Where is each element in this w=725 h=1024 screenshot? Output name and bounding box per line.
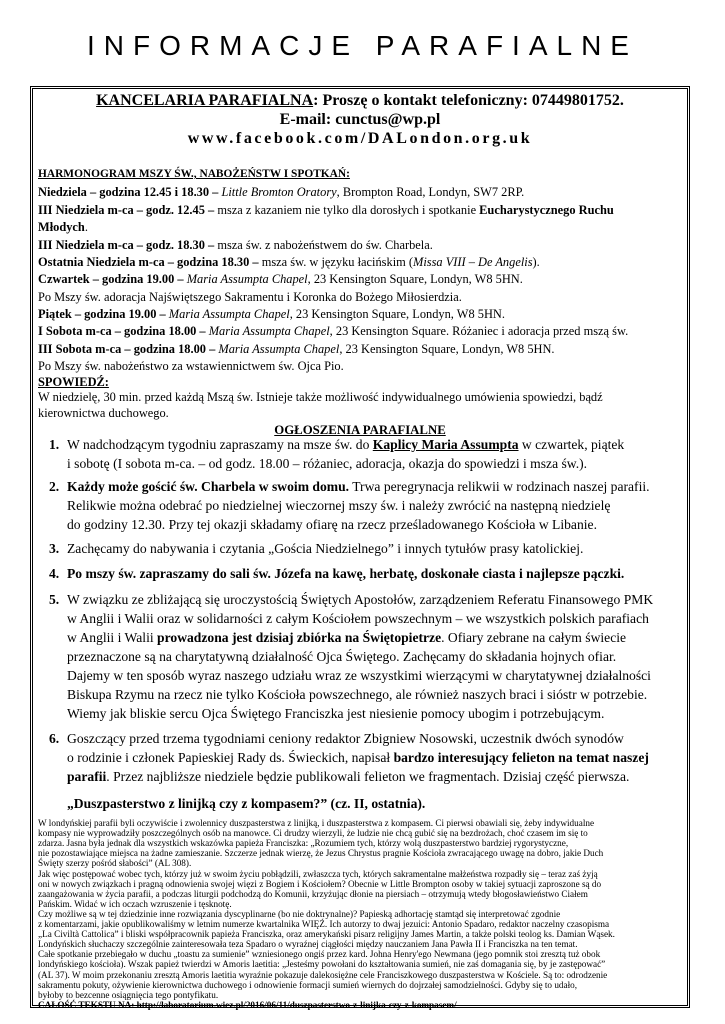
announcement-number: 1.	[49, 437, 60, 452]
announcement-5-line5: Dajemy w ten sposób wyraz naszego udziału wraz ze wszystkimi wierzącymi w charytatywnej działalności	[67, 668, 651, 683]
schedule-line-last-sunday	[38, 254, 540, 271]
schedule-time: I Sobota m-ca – godzina 18.00 –	[38, 324, 209, 338]
announcement-1-line2: i sobotę (I sobota m-ca. – od godz. 18.00 – różaniec, adoracja, okazja do spowiedzi i msza św.).	[67, 456, 588, 471]
schedule-group: Eucharystycznego Ruchu	[479, 203, 614, 217]
article-line: Czy możliwe są w tej dziedzinie inne rozwiązania dyscyplinarne (bo nie doktrynalne)? Papieską adhortację stamtąd się interpretować zgodnie	[38, 908, 561, 919]
announcement-5-line1: W związku ze zbliżającą się uroczystością Świętych Apostołów, zarządzeniem Referatu Finansowego PMK	[67, 592, 654, 607]
schedule-address: , Brompton Road, Londyn, SW7 2RP.	[336, 185, 525, 199]
announcement-3: Zachęcamy do nabywania i czytania „Gościa Niedzielnego” i innych tytułów prasy katolickiej.	[67, 541, 584, 556]
schedule-time: Niedziela – godzina 12.45 i 18.30 –	[38, 185, 222, 199]
schedule-heading: HARMONOGRAM MSZY ŚW., NABOŻEŃSTW I SPOTKAŃ:	[38, 168, 350, 180]
schedule-place: Maria Assumpta Chapel	[186, 272, 308, 286]
schedule-address: , 23 Kensington Square, Londyn, W8 5HN.	[339, 342, 555, 356]
article-line: z komentarzami, jakie opublikowaliśmy w letnim numerze kwartalnika WIĘŹ. Ich autorzy to dwaj jezuici: Antonio Spadaro, redaktor naczelny czasopisma	[38, 919, 610, 929]
announcement-text: Trwa peregrynacja relikwii w rodzinach naszej parafii.	[349, 479, 650, 494]
schedule-desc: msza św. z nabożeństwem do św. Charbela.	[217, 238, 433, 252]
schedule-line-third-sunday-evening	[38, 237, 433, 254]
article-source-link[interactable]: CAŁOŚĆ TEKSTU NA: http://laboratorium.wiez.pl/2016/06/11/duszpasterstwo-z-linijka-czy-z-kompasem/	[38, 1000, 457, 1010]
article-title: „Duszpasterstwo z linijką czy z kompasem?” (cz. II, ostatnia).	[67, 796, 426, 811]
schedule-place: Little Bromton Oratory	[221, 185, 337, 199]
schedule-line-thursday	[38, 271, 523, 288]
schedule-time: III Niedziela m-ca – godz. 18.30 –	[38, 238, 218, 252]
announcement-lead: Każdy może gościć św. Charbela w swoim domu.	[67, 479, 350, 494]
announcement-number: 6.	[49, 731, 60, 746]
announcement-6-line2	[67, 750, 649, 766]
announcement-2-line1	[67, 479, 650, 495]
article-line: Całe spotkanie przebiegało w duchu „toastu za sumienie” wzniesionego ongiś przez kard. Johna Henry'ego Newmana (jego pomnik stoi zresztą tuż obok	[38, 949, 601, 960]
schedule-line-third-saturday-note: Po Mszy św. nabożeństwo za wstawiennictwem św. Ojca Pio.	[38, 359, 344, 373]
schedule-group: Młodych	[38, 220, 85, 234]
schedule-time: Ostatnia Niedziela m-ca – godzina 18.30 –	[38, 255, 262, 269]
article-line: zdarza. Jasna była jednak dla wszystkich wskazówka papieża Franciszka: „Rozumiem tych, którzy wolą duszpasterstwo bardziej rygorystyczne,	[38, 838, 569, 849]
schedule-place: Maria Assumpta Chapel	[208, 324, 330, 338]
article-line: zaangażowania w życia parafii, a podczas liturgii podchodzą do Komunii, krzyżując dłonie na piersiach – otrzymują wtedy błogosławieństwo Ciałem	[38, 888, 588, 899]
email-line: E-mail: cunctus@wp.pl	[279, 111, 441, 128]
page-title: INFORMACJE PARAFIALNE	[87, 30, 638, 61]
article-line: „La Civiltà Cattolica” i bliski współpracownik papieża Franciszka, oraz amerykański pisarz religijny James Martin, a także polski teolog ks. Damian Wąsek.	[38, 929, 615, 940]
article-line: nie pozostawiające miejsca na żadne zamieszanie. Szczerze jednak wierzę, że Jezus Chrystus pragnie Kościoła zwracającego uwagę na dobro, jakie Duch	[38, 848, 604, 859]
collection-highlight: prowadzona jest dzisiaj zbiórka na Świętopietrze	[157, 630, 442, 645]
announcement-text: o rodzinie i członek Papieskiej Rady ds. Świeckich, napisał	[67, 750, 394, 765]
schedule-place: Maria Assumpta Chapel	[218, 342, 340, 356]
announcement-5-line7: Wiemy jak bliskie sercu Ojca Świętego Franciszka jest niesienie pomocy ubogim i potrzebującym.	[67, 706, 605, 721]
confession-text-line1: W niedzielę, 30 min. przed każdą Mszą św. Istnieje także możliwość indywidualnego umówienia spowiedzi, bądź	[38, 390, 603, 404]
schedule-place: Maria Assumpta Chapel	[168, 307, 290, 321]
announcement-5-line3	[67, 630, 626, 646]
office-phone: : Proszę o kontakt telefoniczny: 07449801752.	[313, 92, 624, 109]
schedule-time: Piątek – godzina 19.00 –	[38, 307, 169, 321]
article-line: oni w nowych związkach i pragną odnowienia swojej więzi z Bogiem i Kościołem? Obecnie w Little Brompton osoby w takiej sytuacji zaproszone są do	[38, 878, 602, 889]
announcement-text: . Przez najbliższe niedziele będzie publikowali felieton we fragmentach. Dzisiaj część pierwsza.	[106, 769, 630, 784]
schedule-line-friday	[38, 306, 505, 323]
website-line: www.facebook.com/DALondon.org.uk	[187, 130, 533, 147]
article-line: Pańskim. Widać w ich oczach wzruszenie i tęsknotę.	[38, 898, 232, 909]
schedule-time: III Sobota m-ca – godzina 18.00 –	[38, 342, 219, 356]
office-label: KANCELARIA PARAFIALNA	[96, 92, 314, 109]
schedule-line-first-saturday	[38, 323, 628, 340]
announcement-4: Po mszy św. zapraszamy do sali św. Józefa na kawę, herbatę, doskonałe ciasta i najlepsze pączki.	[67, 566, 625, 581]
announcement-6-line1: Goszczący przed trzema tygodniami ceniony redaktor Zbigniew Nosowski, uczestnik dwóch synodów	[67, 731, 624, 746]
chapel-name: Kaplicy Maria Assumpta	[372, 437, 519, 452]
article-line: londyńskiego kościoła). Wszak papież twierdzi w Amoris laetitia: „Jesteśmy powołani do kształtowania sumień, nie zaś domagania się, by je zastępować”	[38, 959, 606, 970]
announcement-text: w czwartek, piątek	[518, 437, 625, 452]
schedule-line-thursday-note: Po Mszy św. adoracja Najświętszego Sakramentu i Koronka do Bożego Miłosierdzia.	[38, 290, 462, 304]
announcement-text: W nadchodzącym tygodniu zapraszamy na msze św. do	[67, 437, 373, 452]
announcement-text: . Ofiary zebrane na całym świecie	[441, 630, 627, 645]
schedule-line-third-sunday-cont	[38, 219, 88, 236]
announcement-5-line2: w Anglii i Walii oraz w solidarności z całym Kościołem powszechnym – we wszystkich polskich parafiach	[67, 611, 649, 626]
announcement-number: 2.	[49, 479, 60, 494]
announcements-heading: OGŁOSZENIA PARAFIALNE	[274, 423, 446, 437]
schedule-line-sunday	[38, 184, 524, 201]
announcement-text: w Anglii i Walii	[67, 630, 158, 645]
article-line: byłoby to bezcenne osiągnięcia tego pontyfikatu.	[38, 989, 219, 1000]
article-highlight: parafii	[67, 769, 107, 784]
schedule-line-third-saturday	[38, 341, 680, 358]
announcement-6-line3	[67, 769, 629, 785]
announcement-5-line6: Biskupa Rzymu na rzecz nie tylko Kościoła powszechnego, ale również naszych braci i sióstr w potrzebie.	[67, 687, 648, 702]
article-line: sakramentu pokuty, ożywienie kierownictwa duchowego i odnowienie formacji sumień wiernych do dojrzałej samodzielności. Gdyby się to udało,	[38, 979, 578, 990]
announcement-1-line1	[67, 437, 624, 453]
article-line: (AL 37). W moim przekonaniu zresztą Amoris laetitia wyraźnie pokazuje dalekosiężne cele Franciszkowego duszpasterstwa w Kościele. Są to: odrodzenie	[38, 969, 608, 980]
schedule-desc: msza św. w języku łacińskim (	[261, 255, 413, 269]
article-line: W londyńskiej parafii byli oczywiście i zwolennicy duszpasterstwa z linijką, i duszpasterstwa z kompasem. Ci pierwsi obawiali się, żeby indywidualne	[38, 818, 595, 828]
article-line: Święty szerzy pośród słabości” (AL 308).	[38, 858, 192, 869]
confession-heading: SPOWIEDŹ:	[38, 375, 109, 389]
article-line: Jak więc postępować wobec tych, którzy już w swoim życiu pobłądzili, zwłaszcza tych, których sakramentalne małżeństwa rozpadły się – teraz zaś żyją	[38, 868, 598, 879]
schedule-desc: msza z kazaniem nie tylko dla dorosłych i spotkanie	[217, 203, 480, 217]
schedule-punct: .	[84, 220, 88, 234]
article-line: kompasy nie wyprowadziły poszczególnych osób na manowce. Ci drudzy wierzyli, że ludzie nie chcą gubić się na bezdrożach, choć czasem im się to	[38, 828, 588, 839]
schedule-address: , 23 Kensington Square. Różaniec i adoracja przed mszą św.	[329, 324, 629, 338]
schedule-punct: ).	[532, 255, 540, 269]
announcement-2-line2: Relikwie można odebrać po niedzielnej wieczornej mszy św. i należy zwrócić na następną niedzielę	[67, 498, 611, 513]
confession-text-line2: kierownictwa duchowego.	[38, 406, 169, 420]
announcement-number: 4.	[49, 566, 60, 581]
article-highlight: bardzo interesujący felieton na temat naszej	[393, 750, 649, 765]
schedule-address: , 23 Kensington Square, Londyn, W8 5HN.	[307, 272, 523, 286]
announcement-number: 3.	[49, 541, 60, 556]
article-line: Londyńskich słuchaczy szczególnie zainteresowała teza Spadaro o wyraźnej ciągłości między nauczaniem Jana Pawła II i Franciszka na ten temat.	[38, 939, 578, 950]
schedule-time: III Niedziela m-ca – godz. 12.45 –	[38, 203, 218, 217]
announcement-2-line3: do godziny 12.30. Przy tej okazji składamy ofiarę na rzecz prześladowanego Kościoła w Libanie.	[67, 517, 597, 532]
schedule-address: , 23 Kensington Square, Londyn, W8 5HN.	[289, 307, 505, 321]
announcement-5-line4: przeznaczone są na charytatywną działalność Ojca Świętego. Zachęcamy do składania hojnych ofiar.	[67, 649, 617, 664]
office-contact-line	[30, 92, 690, 110]
schedule-mass-name: Missa VIII – De Angelis	[413, 255, 533, 269]
schedule-time: Czwartek – godzina 19.00 –	[38, 272, 187, 286]
schedule-line-third-sunday	[38, 202, 680, 219]
announcement-number: 5.	[49, 592, 60, 607]
